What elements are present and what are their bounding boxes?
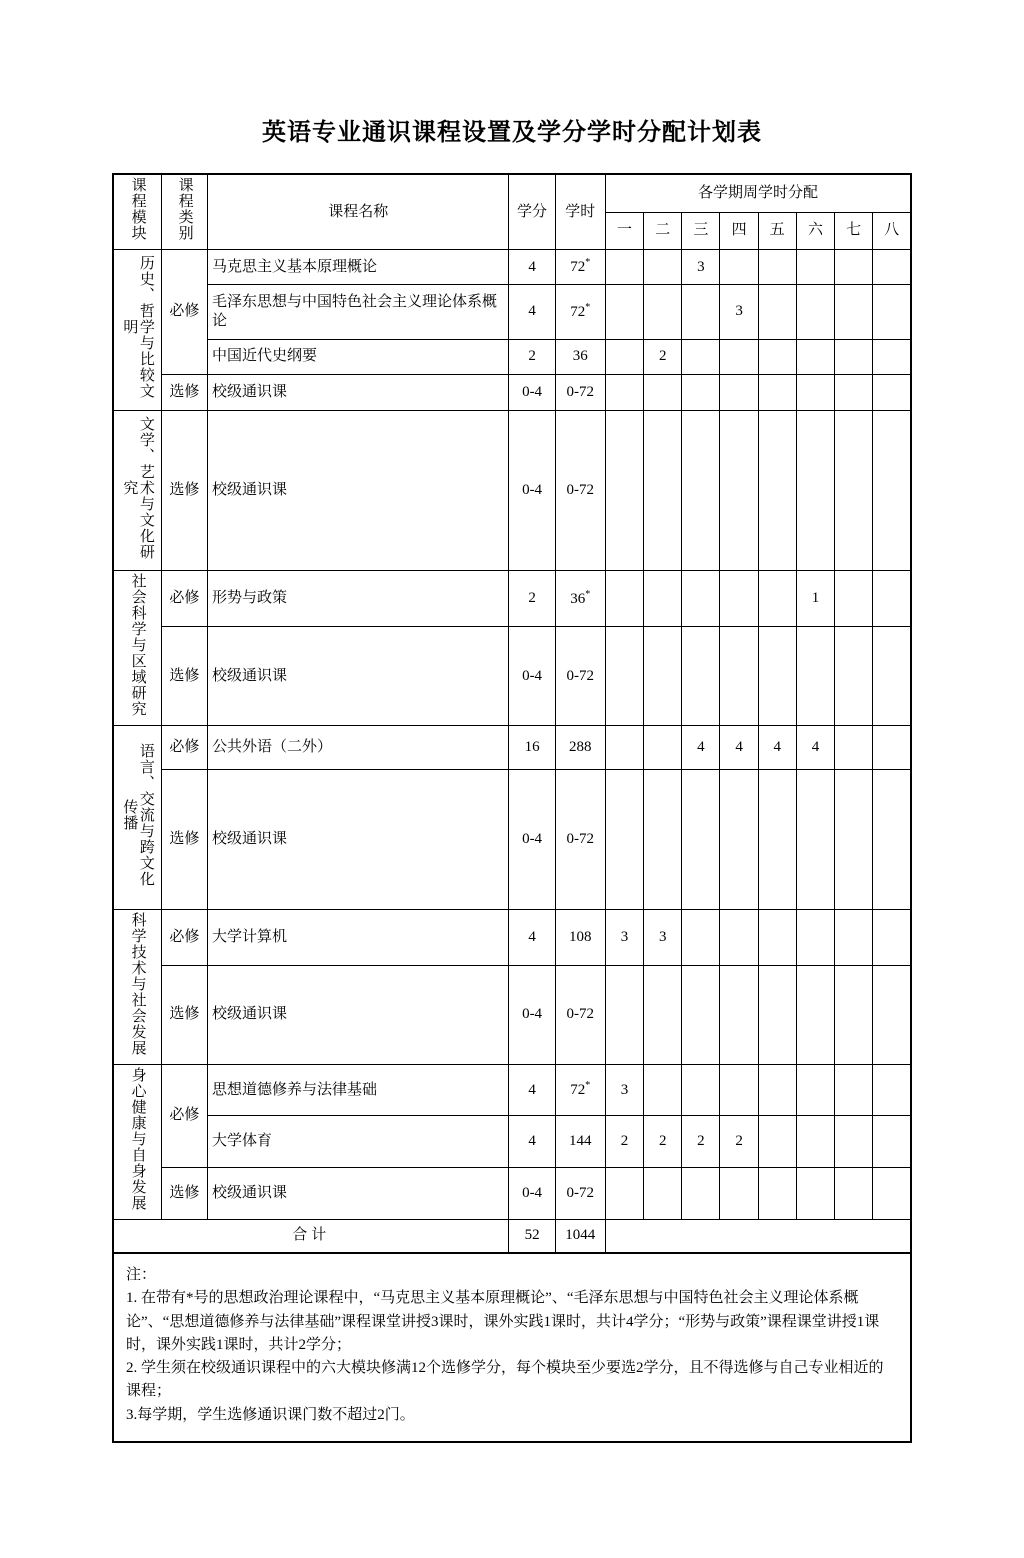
- term-hours-cell-5: [758, 571, 796, 627]
- credits-cell: 0-4: [509, 1167, 555, 1219]
- hours-cell: 72*: [555, 1064, 605, 1116]
- header-term-3: 三: [682, 212, 720, 249]
- term-hours-cell-6: 1: [796, 571, 834, 627]
- term-hours-cell-5: [758, 285, 796, 339]
- header-term-2: 二: [644, 212, 682, 249]
- term-hours-cell-3: [682, 285, 720, 339]
- course-plan-table: [112, 173, 912, 1254]
- credits-cell: 4: [509, 1116, 555, 1168]
- module-cell: [113, 571, 161, 726]
- term-hours-cell-6: [796, 910, 834, 966]
- term-hours-cell-1: 3: [605, 910, 643, 966]
- term-hours-cell-3: [682, 410, 720, 571]
- module-cell: [113, 1064, 161, 1219]
- term-hours-cell-4: [720, 410, 758, 571]
- term-hours-cell-1: [605, 339, 643, 374]
- hours-cell: 0-72: [555, 770, 605, 910]
- module-cell: [113, 726, 161, 910]
- table-row: [113, 627, 911, 726]
- table-row: [113, 339, 911, 374]
- term-hours-cell-6: 4: [796, 726, 834, 770]
- course-name-cell: 毛泽东思想与中国特色社会主义理论体系概论: [207, 285, 509, 339]
- term-hours-cell-3: 2: [682, 1116, 720, 1168]
- table-row: [113, 910, 911, 966]
- credits-cell: 4: [509, 910, 555, 966]
- term-hours-cell-5: [758, 627, 796, 726]
- course-name-cell: 马克思主义基本原理概论: [207, 249, 509, 284]
- term-hours-cell-6: [796, 1116, 834, 1168]
- term-hours-cell-4: [720, 374, 758, 410]
- credits-cell: 16: [509, 726, 555, 770]
- course-name-cell: 大学计算机: [207, 910, 509, 966]
- course-name-cell: 公共外语（二外）: [207, 726, 509, 770]
- credits-cell: 0-4: [509, 627, 555, 726]
- term-hours-cell-3: [682, 627, 720, 726]
- term-hours-cell-1: [605, 571, 643, 627]
- module-label: 语言、交流与跨文化传播: [121, 742, 154, 887]
- category-cell: 选修: [161, 374, 207, 410]
- term-hours-cell-2: [644, 1167, 682, 1219]
- term-hours-cell-8: [873, 965, 911, 1064]
- table-row: [113, 770, 911, 910]
- term-hours-cell-4: 2: [720, 1116, 758, 1168]
- term-hours-cell-8: [873, 285, 911, 339]
- term-hours-cell-2: [644, 627, 682, 726]
- category-cell: 必修: [161, 249, 207, 374]
- term-hours-cell-4: 4: [720, 726, 758, 770]
- term-hours-cell-4: [720, 627, 758, 726]
- module-cell: [113, 910, 161, 1065]
- course-name-cell: 校级通识课: [207, 1167, 509, 1219]
- table-row: [113, 249, 911, 284]
- term-hours-cell-5: [758, 1064, 796, 1116]
- credits-cell: 2: [509, 339, 555, 374]
- category-cell: 选修: [161, 1167, 207, 1219]
- credits-cell: 2: [509, 571, 555, 627]
- hours-cell: 36: [555, 339, 605, 374]
- hours-cell: 0-72: [555, 965, 605, 1064]
- table-row: [113, 571, 911, 627]
- category-cell: 必修: [161, 1064, 207, 1167]
- credits-cell: 0-4: [509, 770, 555, 910]
- term-hours-cell-6: [796, 285, 834, 339]
- header-term-5: 五: [758, 212, 796, 249]
- credits-cell: 0-4: [509, 410, 555, 571]
- term-hours-cell-8: [873, 1167, 911, 1219]
- term-hours-cell-1: [605, 726, 643, 770]
- term-hours-cell-3: [682, 1064, 720, 1116]
- term-hours-cell-8: [873, 571, 911, 627]
- term-hours-cell-2: [644, 249, 682, 284]
- hours-cell: 0-72: [555, 627, 605, 726]
- term-hours-cell-1: [605, 1167, 643, 1219]
- term-hours-cell-2: [644, 374, 682, 410]
- hours-footnote-marker: *: [585, 301, 591, 313]
- term-hours-cell-3: [682, 965, 720, 1064]
- term-hours-cell-6: [796, 374, 834, 410]
- table-row: [113, 726, 911, 770]
- term-hours-cell-4: [720, 249, 758, 284]
- table-row: [113, 965, 911, 1064]
- term-hours-cell-3: [682, 571, 720, 627]
- hours-cell: 72*: [555, 249, 605, 284]
- note-line-1: 1. 在带有*号的思想政治理论课程中，“马克思主义基本原理概论”、“毛泽东思想与中国特色社会主义理论体系概论”、“思想道德修养与法律基础”课程课堂讲授3课时，课外实践1课时，共计4学分；“形势与政策”课程课堂讲授1课时，课外实践1课时，共计2学分；: [126, 1290, 880, 1353]
- term-hours-cell-2: [644, 410, 682, 571]
- term-hours-cell-5: [758, 910, 796, 966]
- term-hours-cell-3: 3: [682, 249, 720, 284]
- term-hours-cell-6: [796, 627, 834, 726]
- term-hours-cell-1: [605, 410, 643, 571]
- category-cell: 必修: [161, 910, 207, 966]
- term-hours-cell-2: [644, 285, 682, 339]
- header-course-name: 课程名称: [207, 174, 509, 249]
- term-hours-cell-7: [835, 374, 873, 410]
- term-hours-cell-6: [796, 410, 834, 571]
- hours-footnote-marker: *: [585, 588, 591, 600]
- term-hours-cell-8: [873, 339, 911, 374]
- term-hours-cell-5: [758, 339, 796, 374]
- term-hours-cell-7: [835, 965, 873, 1064]
- term-hours-cell-6: [796, 1167, 834, 1219]
- total-label: 合计: [113, 1219, 509, 1253]
- term-hours-cell-6: [796, 339, 834, 374]
- term-hours-cell-4: [720, 910, 758, 966]
- credits-cell: 4: [509, 285, 555, 339]
- term-hours-cell-5: [758, 965, 796, 1064]
- page-title: 英语专业通识课程设置及学分学时分配计划表: [262, 120, 762, 146]
- term-hours-cell-4: [720, 571, 758, 627]
- hours-cell: 288: [555, 726, 605, 770]
- term-hours-cell-5: [758, 1116, 796, 1168]
- term-hours-cell-2: 3: [644, 910, 682, 966]
- term-hours-cell-1: 2: [605, 1116, 643, 1168]
- module-cell: [113, 249, 161, 410]
- category-cell: 选修: [161, 627, 207, 726]
- term-hours-cell-2: [644, 726, 682, 770]
- total-terms-blank: [605, 1219, 911, 1253]
- term-hours-cell-3: [682, 1167, 720, 1219]
- term-hours-cell-4: [720, 1167, 758, 1219]
- term-hours-cell-3: [682, 770, 720, 910]
- term-hours-cell-7: [835, 1064, 873, 1116]
- credits-cell: 0-4: [509, 374, 555, 410]
- header-term-6: 六: [796, 212, 834, 249]
- notes-block: [112, 1254, 912, 1443]
- module-label: 历史、哲学与比较文明: [121, 254, 154, 399]
- header-term-4: 四: [720, 212, 758, 249]
- module-label: 科学技术与社会发展: [129, 912, 146, 1056]
- term-hours-cell-6: [796, 1064, 834, 1116]
- course-name-cell: 校级通识课: [207, 770, 509, 910]
- term-hours-cell-2: [644, 1064, 682, 1116]
- header-term-7: 七: [835, 212, 873, 249]
- term-hours-cell-5: [758, 410, 796, 571]
- hours-footnote-marker: *: [585, 1080, 591, 1092]
- term-hours-cell-2: [644, 965, 682, 1064]
- header-terms-group: 各学期周学时分配: [605, 174, 911, 212]
- hours-cell: 144: [555, 1116, 605, 1168]
- term-hours-cell-4: [720, 1064, 758, 1116]
- header-term-1: 一: [605, 212, 643, 249]
- term-hours-cell-7: [835, 726, 873, 770]
- credits-cell: 4: [509, 249, 555, 284]
- module-cell: [113, 410, 161, 571]
- term-hours-cell-7: [835, 910, 873, 966]
- term-hours-cell-3: [682, 910, 720, 966]
- term-hours-cell-5: [758, 1167, 796, 1219]
- course-name-cell: 校级通识课: [207, 965, 509, 1064]
- note-line-3: 3.每学期，学生选修通识课门数不超过2门。: [126, 1406, 415, 1423]
- term-hours-cell-7: [835, 249, 873, 284]
- term-hours-cell-7: [835, 410, 873, 571]
- header-module: 课程模块: [113, 174, 161, 249]
- term-hours-cell-8: [873, 410, 911, 571]
- credits-cell: 4: [509, 1064, 555, 1116]
- total-hours: 1044: [555, 1219, 605, 1253]
- credits-cell: 0-4: [509, 965, 555, 1064]
- term-hours-cell-4: [720, 770, 758, 910]
- term-hours-cell-7: [835, 627, 873, 726]
- term-hours-cell-1: [605, 374, 643, 410]
- total-credits: 52: [509, 1219, 555, 1253]
- table-row: [113, 374, 911, 410]
- header-category: 课程类别: [161, 174, 207, 249]
- table-row: [113, 1167, 911, 1219]
- hours-cell: 72*: [555, 285, 605, 339]
- term-hours-cell-3: [682, 374, 720, 410]
- term-hours-cell-8: [873, 910, 911, 966]
- term-hours-cell-7: [835, 571, 873, 627]
- term-hours-cell-8: [873, 374, 911, 410]
- module-label: 身心健康与自身发展: [129, 1066, 146, 1211]
- term-hours-cell-1: [605, 770, 643, 910]
- document-page: [0, 112, 1024, 1558]
- table-body: [113, 249, 911, 1253]
- course-name-cell: 校级通识课: [207, 627, 509, 726]
- module-label: 文学、艺术与文化研究: [121, 415, 154, 560]
- term-hours-cell-2: [644, 770, 682, 910]
- course-name-cell: 大学体育: [207, 1116, 509, 1168]
- term-hours-cell-2: [644, 571, 682, 627]
- hours-cell: 0-72: [555, 410, 605, 571]
- term-hours-cell-8: [873, 249, 911, 284]
- term-hours-cell-1: [605, 249, 643, 284]
- category-cell: 选修: [161, 965, 207, 1064]
- course-name-cell: 校级通识课: [207, 410, 509, 571]
- term-hours-cell-8: [873, 726, 911, 770]
- term-hours-cell-1: [605, 965, 643, 1064]
- note-line-2: 2. 学生须在校级通识课程中的六大模块修满12个选修学分，每个模块至少要选2学分，且不得选修与自己专业相近的课程；: [126, 1360, 884, 1400]
- term-hours-cell-6: [796, 965, 834, 1064]
- category-cell: 必修: [161, 726, 207, 770]
- term-hours-cell-8: [873, 770, 911, 910]
- category-cell: 必修: [161, 571, 207, 627]
- notes-heading: 注：: [126, 1267, 157, 1283]
- term-hours-cell-5: [758, 249, 796, 284]
- term-hours-cell-1: 3: [605, 1064, 643, 1116]
- term-hours-cell-5: 4: [758, 726, 796, 770]
- term-hours-cell-7: [835, 339, 873, 374]
- table-row: [113, 410, 911, 571]
- term-hours-cell-3: 4: [682, 726, 720, 770]
- course-name-cell: 中国近代史纲要: [207, 339, 509, 374]
- term-hours-cell-1: [605, 627, 643, 726]
- hours-footnote-marker: *: [585, 257, 591, 269]
- term-hours-cell-4: [720, 339, 758, 374]
- term-hours-cell-4: [720, 965, 758, 1064]
- term-hours-cell-7: [835, 1116, 873, 1168]
- term-hours-cell-5: [758, 374, 796, 410]
- term-hours-cell-4: 3: [720, 285, 758, 339]
- term-hours-cell-6: [796, 249, 834, 284]
- term-hours-cell-5: [758, 770, 796, 910]
- hours-cell: 0-72: [555, 1167, 605, 1219]
- category-cell: 选修: [161, 410, 207, 571]
- header-credits: 学分: [509, 174, 555, 249]
- term-hours-cell-8: [873, 627, 911, 726]
- term-hours-cell-7: [835, 285, 873, 339]
- term-hours-cell-8: [873, 1116, 911, 1168]
- term-hours-cell-8: [873, 1064, 911, 1116]
- total-row: [113, 1219, 911, 1253]
- header-row-1: [113, 174, 911, 212]
- term-hours-cell-2: 2: [644, 339, 682, 374]
- table-header: [113, 174, 911, 249]
- table-row: [113, 1116, 911, 1168]
- term-hours-cell-6: [796, 770, 834, 910]
- term-hours-cell-1: [605, 285, 643, 339]
- header-hours: 学时: [555, 174, 605, 249]
- course-name-cell: 思想道德修养与法律基础: [207, 1064, 509, 1116]
- table-row: [113, 1064, 911, 1116]
- hours-cell: 108: [555, 910, 605, 966]
- course-name-cell: 形势与政策: [207, 571, 509, 627]
- course-name-cell: 校级通识课: [207, 374, 509, 410]
- term-hours-cell-7: [835, 1167, 873, 1219]
- module-label: 社会科学与区域研究: [129, 573, 146, 718]
- table-row: [113, 285, 911, 339]
- header-term-8: 八: [873, 212, 911, 249]
- category-cell: 选修: [161, 770, 207, 910]
- hours-cell: 0-72: [555, 374, 605, 410]
- term-hours-cell-7: [835, 770, 873, 910]
- term-hours-cell-3: [682, 339, 720, 374]
- hours-cell: 36*: [555, 571, 605, 627]
- term-hours-cell-2: 2: [644, 1116, 682, 1168]
- course-plan-table-wrapper: [112, 173, 912, 1254]
